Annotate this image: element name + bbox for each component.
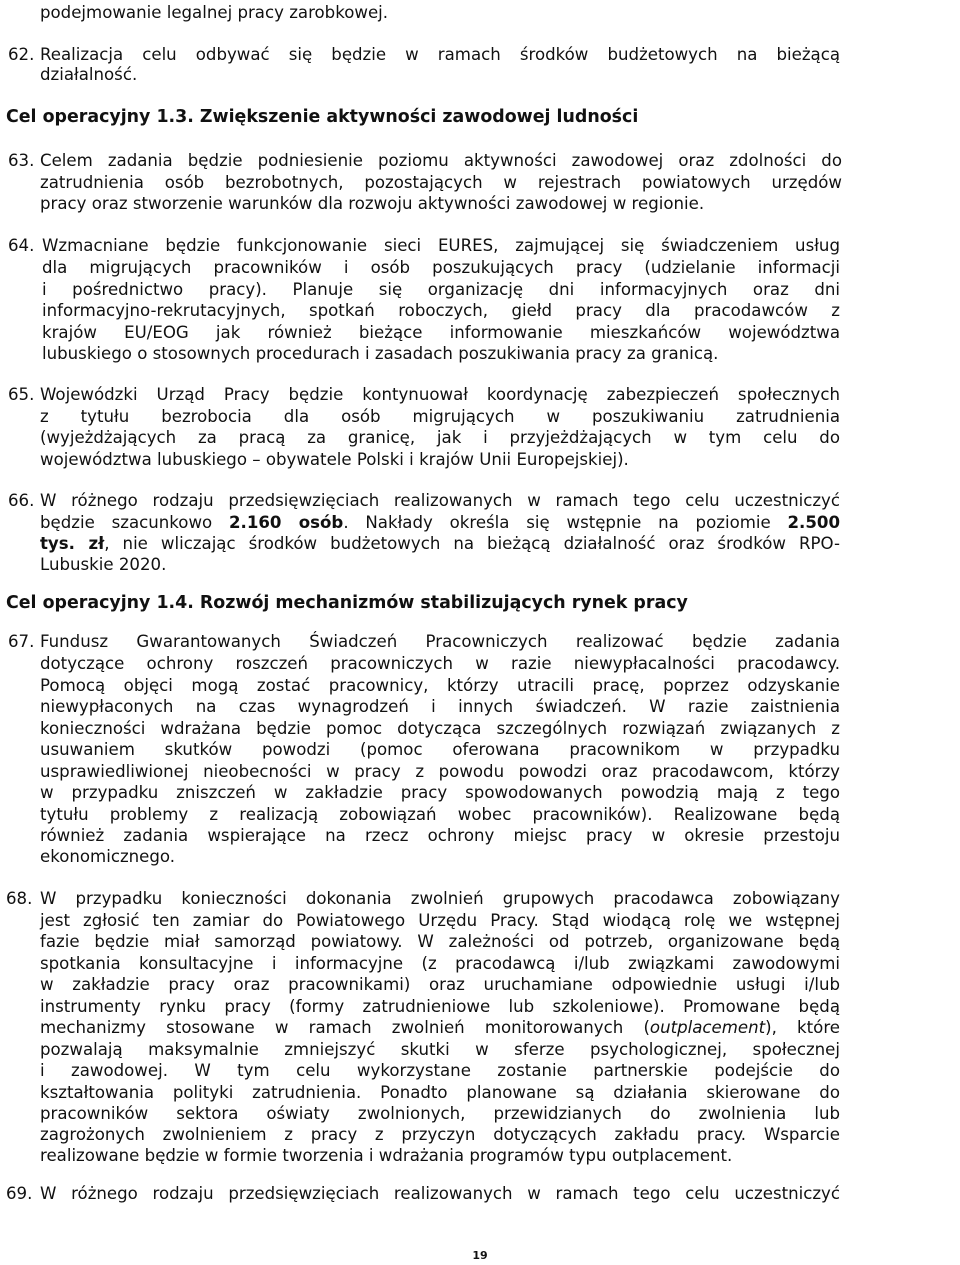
paragraph-67-line: niewypłaconych na czas wynagrodzeń i innych świadczeń. W razie zaistnienia (40, 697, 840, 716)
paragraph-65-line: Wojewódzki Urząd Pracy będzie kontynuował koordynację zabezpieczeń społecznych (40, 385, 840, 404)
paragraph-64-line: informacyjno-rekrutacyjnych, spotkań roboczych, giełd pracy dla pracodawców z (42, 301, 840, 320)
participants-count: 2.160 osób (228, 513, 344, 532)
paragraph-68-line: zagrożonych zwolnieniem z pracy z przyczyn dotyczących zakładu pracy. Wsparcie (40, 1125, 840, 1144)
page-number: 19 (472, 1249, 488, 1262)
paragraph-number-65: 65. (8, 385, 35, 404)
funding-unit: tys. zł (40, 534, 105, 553)
paragraph-68-line: instrumenty rynku pracy (formy zatrudnieniowe lub szkoleniowe). Promowane będą (40, 997, 840, 1016)
paragraph-68-line: pozwalają maksymalnie zmniejszyć skutki w sferze psychologicznej, społecznej (40, 1040, 840, 1059)
paragraph-67-line: Fundusz Gwarantowanych Świadczeń Pracowniczych realizować będzie zadania (40, 632, 840, 651)
paragraph-66-line: W różnego rodzaju przedsięwzięciach realizowanych w ramach tego celu uczestniczyć (40, 491, 840, 510)
paragraph-64-line: Wzmacniane będzie funkcjonowanie sieci EURES, zajmującej się świadczeniem usług (42, 236, 840, 255)
paragraph-65-line: województwa lubuskiego – obywatele Polski i krajów Unii Europejskiej). (40, 450, 629, 469)
paragraph-68-line: realizowane będzie w formie tworzenia i wdrażania programów typu outplacement. (40, 1146, 733, 1165)
paragraph-68-line: kształtowania polityki zatrudnienia. Ponadto planowane są działania skierowane do (40, 1083, 840, 1102)
paragraph-67-line: konieczności wdrażana będzie pomoc dotycząca szczególnych rozwiązań związanych z (40, 719, 840, 738)
paragraph-number-63: 63. (8, 151, 35, 170)
paragraph-66-text: , nie wliczając środków budżetowych na bieżącą działalność oraz środków RPO- (104, 534, 840, 553)
paragraph-68-line: W przypadku konieczności dokonania zwolnień grupowych pracodawca zobowiązany (40, 889, 840, 908)
paragraph-number-67: 67. (8, 632, 35, 651)
paragraph-65-line: (wyjeżdżających za pracą za granicę, jak i przyjeżdżających w tym celu do (40, 428, 840, 447)
paragraph-number-66: 66. (8, 491, 35, 510)
paragraph-62-line: działalność. (40, 65, 138, 84)
paragraph-68-line: spotkania konsultacyjne i informacyjne (z pracodawcą i/lub związkami zawodowymi (40, 954, 840, 973)
paragraph-66-line: Lubuskie 2020. (40, 555, 167, 574)
paragraph-66-text: będzie szacunkowo (40, 513, 229, 532)
paragraph-66-text: . Nakłady określa się wstępnie na poziomie (343, 513, 788, 532)
paragraph-66-line (40, 534, 840, 554)
paragraph-63-line: zatrudnienia osób bezrobotnych, pozostających w rejestrach powiatowych urzędów (40, 173, 842, 192)
paragraph-62-line: Realizacja celu odbywać się będzie w ramach środków budżetowych na bieżącą (40, 45, 840, 64)
paragraph-64-line: lubuskiego o stosownych procedurach i zasadach poszukiwania pracy za granicą. (42, 344, 719, 363)
paragraph-68-text: ), które (765, 1018, 840, 1037)
paragraph-number-69: 69. (6, 1184, 33, 1203)
paragraph-67-line: w przypadku zniszczeń w zakładzie pracy spowodowanych powodzią mają z tego (40, 783, 840, 802)
paragraph-68-line: fazie będzie miał samorząd powiatowy. W zależności od potrzeb, organizowane będą (40, 932, 840, 951)
paragraph-68-text: mechanizmy stosowane w ramach zwolnień monitorowanych ( (40, 1018, 650, 1037)
paragraph-68-line (40, 1018, 840, 1038)
paragraph-number-64: 64. (8, 236, 35, 255)
paragraph-67-line: Pomocą objęci mogą zostać pracownicy, którzy utracili pracę, poprzez odzyskanie (40, 676, 840, 695)
paragraph-67-line: dotyczące ochrony roszczeń pracowniczych w razie niewypłacalności pracodawcy. (40, 654, 840, 673)
paragraph-number-68: 68. (6, 889, 33, 908)
paragraph-67-line: również zadania wspierające na rzecz ochrony miejsc pracy w okresie przestoju (40, 826, 840, 845)
paragraph-67-line: ekonomicznego. (40, 847, 176, 866)
paragraph-69-line: W różnego rodzaju przedsięwzięciach realizowanych w ramach tego celu uczestniczyć (40, 1184, 840, 1203)
paragraph-64-line: i pośrednictwo pracy). Planuje się organizację dni informacyjnych oraz dni (42, 280, 840, 299)
paragraph-66-line (40, 513, 840, 533)
paragraph-63-line: Celem zadania będzie podniesienie poziomu aktywności zawodowej oraz zdolności do (40, 151, 842, 170)
paragraph-64-line: dla migrujących pracowników i osób poszukujących pracy (udzielanie informacji (42, 258, 840, 277)
section-heading-1-3: Cel operacyjny 1.3. Zwiększenie aktywności zawodowej ludności (6, 107, 639, 127)
paragraph-64-line: krajów EU/EOG jak również bieżące informowanie mieszkańców województwa (42, 323, 840, 342)
paragraph-63-line: pracy oraz stworzenie warunków dla rozwoju aktywności zawodowej w regionie. (40, 194, 705, 213)
paragraph-68-line: w zakładzie pracy oraz pracownikami) oraz uruchamiane odpowiednie usługi i/lub (40, 975, 840, 994)
paragraph-number-62: 62. (8, 45, 35, 64)
section-heading-1-4: Cel operacyjny 1.4. Rozwój mechanizmów stabilizujących rynek pracy (6, 593, 688, 613)
continuation-text: podejmowanie legalnej pracy zarobkowej. (40, 3, 389, 22)
paragraph-65-line: z tytułu bezrobocia dla osób migrujących w poszukiwaniu zatrudnienia (40, 407, 840, 426)
outplacement-term: outplacement (649, 1018, 766, 1037)
paragraph-68-line: pracowników sektora oświaty zwolnionych, przewidzianych do zwolnienia lub (40, 1104, 840, 1123)
funding-amount: 2.500 (787, 513, 840, 532)
paragraph-68-line: jest zgłosić ten zamiar do Powiatowego Urzędu Pracy. Stąd wiodącą rolę we wstępnej (40, 911, 840, 930)
paragraph-68-line: i zawodowej. W tym celu wykorzystane zostanie partnerskie podejście do (40, 1061, 840, 1080)
paragraph-67-line: usprawiedliwionej nieobecności w pracy z powodu powodzi oraz pracodawcom, którzy (40, 762, 840, 781)
paragraph-67-line: tytułu problemy z realizacją zobowiązań wobec pracowników). Realizowane będą (40, 805, 840, 824)
paragraph-67-line: usuwaniem skutków powodzi (pomoc oferowana pracownikom w przypadku (40, 740, 840, 759)
